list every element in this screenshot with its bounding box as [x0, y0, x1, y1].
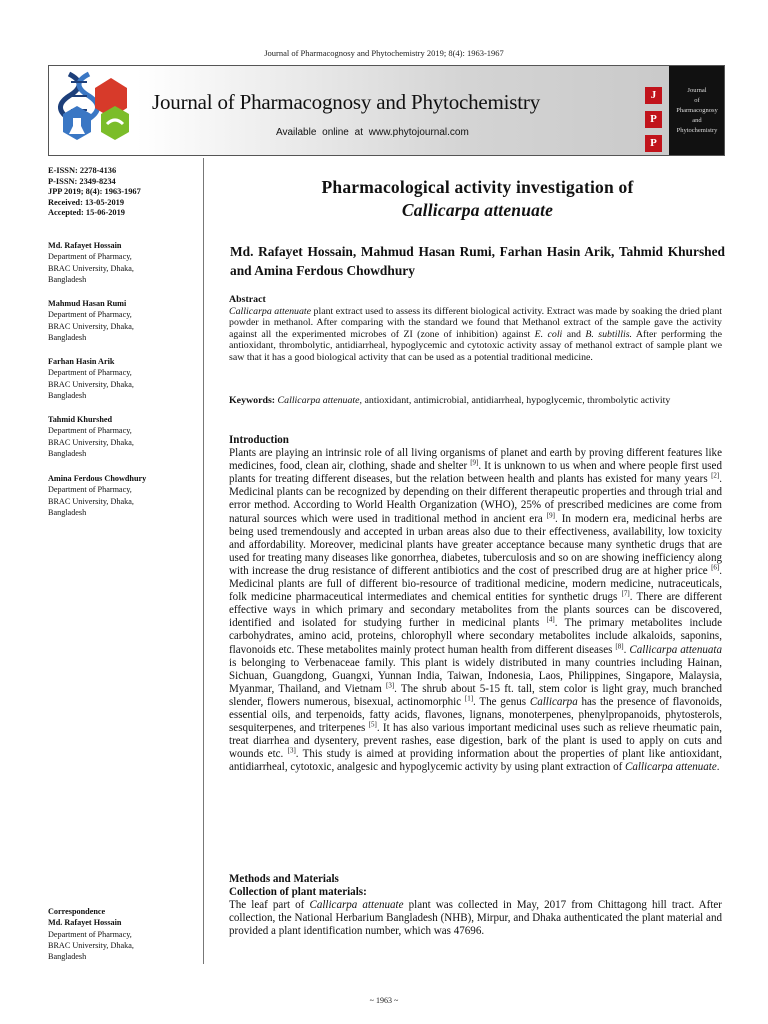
journal-availability: Available online at www.phytojournal.com: [276, 127, 469, 138]
correspondence-block: Correspondence Md. Rafayet Hossain Department of Pharmacy, BRAC University, Dhaka, Bangladesh: [48, 907, 134, 962]
introduction-text: Plants are playing an intrinsic role of all living organisms of planet and earth by proving different features like medicines, food, clean air, clothing, shade and shelter [9]. It is unknown to us when and where people first used plants for treating different diseases, but the relation between health and plants has existed for many years [2]. Medicinal plants can be recognized by depending on their different therapeutic properties and through trial and error method. According to World Health Organization (WHO), 25% of prescribed medicines are come from natural sources which were used in traditional method in ancient era [9]. In modern era, medicinal herbs are being used tremendously and accepted in urban areas also due to their effectiveness, availability, low toxicity and affordability. Moreover, medicinal plants have greater acceptance because many synthetic drugs that are used for treating many diseases like gonorrhea, diabetes, tuberculosis and so on are showing inefficiency along with increase the drug resistance of different antibiotics and the cost of prescribed drug are at higher price [6]. Medicinal plants are full of different bio-resource of traditional medicine, modern medicine, nutraceuticals, folk medicine pharmaceutical intermediates and chemical entities for synthetic drugs [7]. There are different effective ways in which primary and secondary metabolites from the plants sources can be discovered, identified and isolated for studying further in medicinal plants [4]. The primary metabolites include carbohydrates, amino acid, proteins, chlorophyll where secondary metabolites include alkaloids, saponins, flavonoids etc. These metabolites mainly protect human health from different diseases [8]. Callicarpa attenuata is belonging to Verbenaceae family. This plant is widely distributed in many countries including Hainan, Sichuan, Guangdong, Guangxi, Yunnan India, Taiwan, Indonesia, Laos, Philippines, Singapore, Malaysia, Myanmar, Thailand, and Vietnam [3]. The shrub about 5-15 ft. tall, stem color is light gray, much branched slender, flowers numerous, bisexual, actinomorphic [1]. The genus Callicarpa has the presence of flavonoids, essential oils, and terpenoids, fatty acids, flavones, lignans, monoterpenes, phenylpropanoids, phytosterols, sesquiterpenes, and triterpenes [5]. It has also various important medicinal uses such as relieve rheumatic pain, treat diarrhea and dysentery, prevent rashes, ease digestion, bark of the plant is used to apply on cuts and wounds etc. [3]. This study is aimed at providing information about the properties of plant like antioxidant, antidiarrheal, cytotoxic, analgesic and hypoglycemic activity by using plant extraction of Callicarpa attenuate.: [229, 447, 723, 774]
affiliation-1: Md. Rafayet Hossain Department of Pharmacy, BRAC University, Dhaka, Bangladesh: [48, 241, 134, 284]
affiliation-4: Tahmid Khurshed Department of Pharmacy, BRAC University, Dhaka, Bangladesh: [48, 415, 134, 458]
introduction-heading: Introduction: [229, 434, 289, 446]
journal-logo: [49, 66, 137, 155]
journal-title: Journal of Pharmacognosy and Phytochemistry: [152, 90, 541, 114]
affiliation-3: Farhan Hasin Arik Department of Pharmacy, BRAC University, Dhaka, Bangladesh: [48, 357, 134, 400]
introduction-section: [229, 434, 722, 774]
keywords: Keywords: Callicarpa attenuate, antioxidant, antimicrobial, antidiarrheal, hypoglycemic, thrombolytic activity: [229, 395, 671, 406]
methods-text: The leaf part of Callicarpa attenuate plant was collected in May, 2017 from Chittagong hill tract. After collection, the National Herbarium Bangladesh (NHB), Mirpur, and Dhaka authenticated the plant material and provided a plant identification number, which was 47696.: [229, 899, 722, 938]
methods-heading: Methods and Materials: [229, 873, 339, 885]
jpp-letter-j: J: [645, 87, 662, 104]
collection-subheading: Collection of plant materials:: [229, 886, 367, 899]
sidebar-divider: [203, 158, 204, 964]
author-list: Md. Rafayet Hossain, Mahmud Hasan Rumi, Farhan Hasin Arik, Tahmid Khurshed and Amina Ferdous Chowdhury: [230, 244, 725, 278]
abstract-text: Callicarpa attenuate plant extract used to assess its different biological activity. Extract was made by soaking the dried plant powder in methanol. After comparing with the standard we found that Methanol extract of the sample gave the activity against all the experimented microbes of ZI (zone of inhibition) against E. coli and B. subtillis. After performing the antioxidant, thrombolytic, antidiarrheal, hypoglycemic and cytotoxic activity assay of methanol extract of sample plant we saw that it has a good biological activity that can be used as a potential traditional medicine.: [229, 305, 723, 363]
page-number: ~ 1963 ~: [369, 996, 399, 1005]
paper-title: Pharmacological activity investigation of Callicarpa attenuate: [321, 177, 634, 220]
jpp-letter-p2: P: [645, 135, 662, 152]
affiliation-2: Mahmud Hasan Rumi Department of Pharmacy, BRAC University, Dhaka, Bangladesh: [48, 299, 134, 342]
running-head: Journal of Pharmacognosy and Phytochemistry 2019; 8(4): 1963-1967: [264, 48, 504, 58]
methods-section: [229, 873, 722, 938]
abstract-section: [229, 294, 722, 364]
affiliation-5: Amina Ferdous Chowdhury Department of Pharmacy, BRAC University, Dhaka, Bangladesh: [48, 474, 147, 517]
abstract-heading: Abstract: [229, 294, 266, 305]
journal-cover-label: Journal of Pharmacognosy and Phytochemistry: [676, 87, 718, 134]
issn-block: E-ISSN: 2278-4136 P-ISSN: 2349-8234 JPP 2019; 8(4): 1963-1967 Received: 13-05-2019 Accepted: 15-06-2019: [48, 166, 141, 218]
jpp-letter-p1: P: [645, 111, 662, 128]
